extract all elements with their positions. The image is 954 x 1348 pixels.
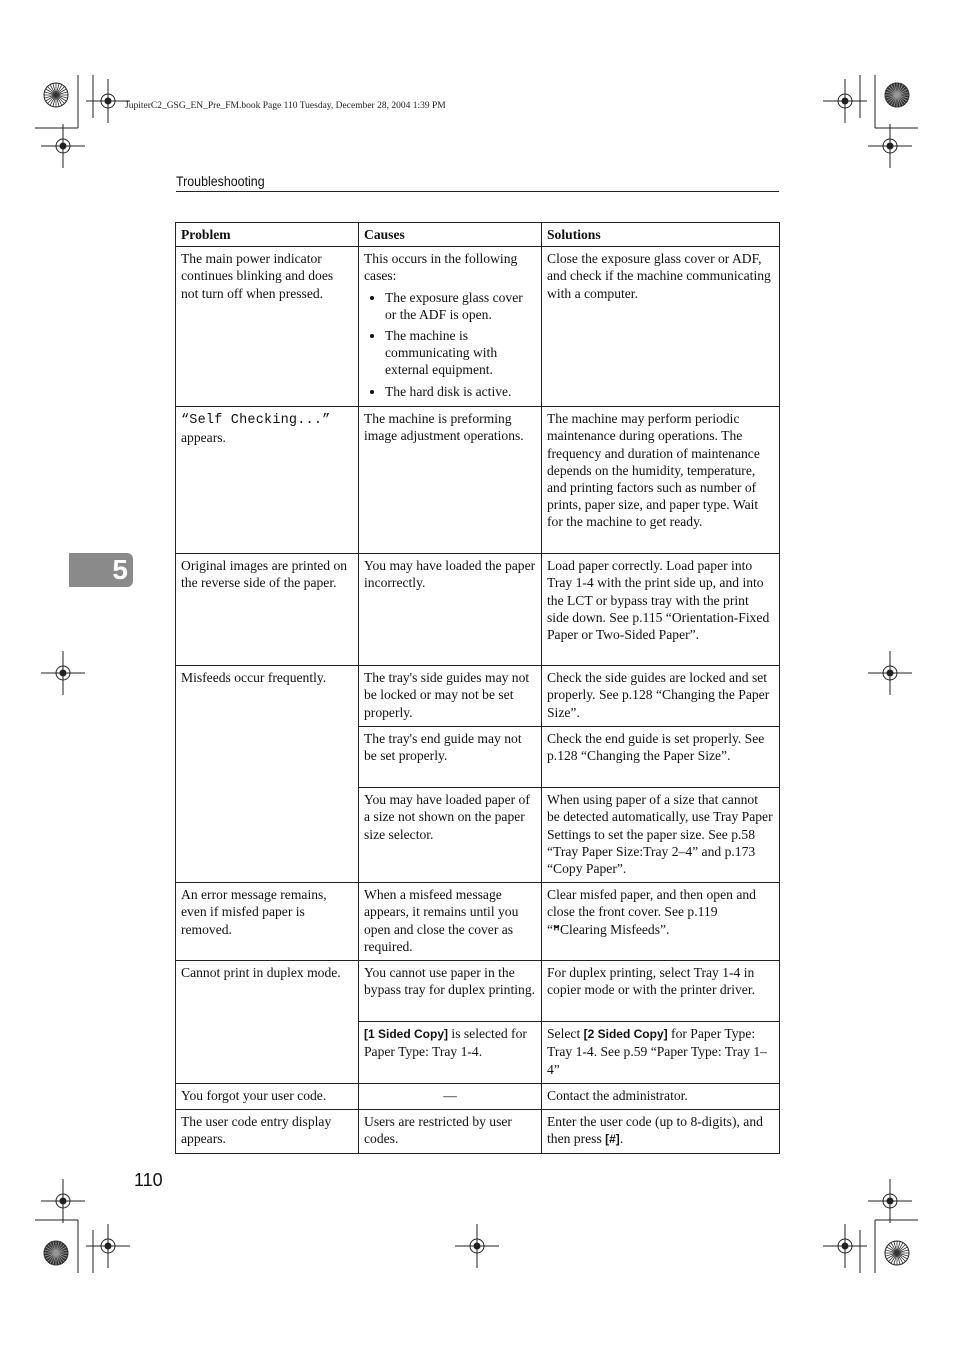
solution-text: Clear misfed paper, and then open and close the front cover. See p.119 “ xyxy=(547,887,756,937)
cause-cell: You may have loaded the paper incorrectly. xyxy=(359,554,542,666)
solution-cell xyxy=(542,1022,780,1084)
problem-cell: You forgot your user code. xyxy=(176,1083,359,1109)
header-problem: Problem xyxy=(176,223,359,247)
cause-list xyxy=(364,289,536,400)
solution-cell: Close the exposure glass cover or ADF, and check if the machine communicating with a computer. xyxy=(542,247,780,407)
table-row xyxy=(176,1083,780,1109)
problem-cell: Misfeeds occur frequently. xyxy=(176,666,359,883)
book-file-line: JupiterC2_GSG_EN_Pre_FM.book Page 110 Tuesday, December 28, 2004 1:39 PM xyxy=(125,101,446,111)
solution-cell: Check the side guides are locked and set properly. See p.128 “Changing the Paper Size”. xyxy=(542,666,780,727)
key-2-sided-copy: [2 Sided Copy] xyxy=(583,1027,668,1042)
problem-cell: Original images are printed on the reverse side of the paper. xyxy=(176,554,359,666)
troubleshooting-table xyxy=(175,222,780,1154)
problem-cell: The user code entry display appears. xyxy=(176,1110,359,1154)
misfeed-icon: ꟸ xyxy=(553,922,560,937)
page-number: 110 xyxy=(134,1170,163,1190)
header-causes: Causes xyxy=(359,223,542,247)
solution-text: for Paper Type: Tray 1-4. See p.59 “Paper Type: Tray 1–4” xyxy=(547,1026,767,1077)
cause-cell: You may have loaded paper of a size not shown on the paper size selector. xyxy=(359,788,542,883)
solution-text: . xyxy=(619,1131,624,1147)
solution-text: Select xyxy=(547,1026,584,1042)
solution-text: Enter the user code (up to 8-digits), and then press xyxy=(547,1114,763,1147)
status-message: “Self Checking...” xyxy=(181,413,331,429)
cause-cell xyxy=(359,247,542,407)
table-row xyxy=(176,554,780,666)
table-row xyxy=(176,883,780,961)
list-item: • The machine is communicating with external equipment. xyxy=(385,327,536,379)
solution-cell: Load paper correctly. Load paper into Tray 1-4 with the print side up, and into the LCT or bypass tray with the print side down. See p.115 “Orientation-Fixed Paper or Two-Sided Paper”. xyxy=(542,554,780,666)
solution-text: Clearing Misfeeds”. xyxy=(559,921,670,937)
key-hash: [#] xyxy=(605,1132,620,1147)
solution-cell: Check the end guide is set properly. See p.128 “Changing the Paper Size”. xyxy=(542,727,780,788)
header-solutions: Solutions xyxy=(542,223,780,247)
table-row xyxy=(176,666,780,727)
solution-cell: When using paper of a size that cannot be detected automatically, use Tray Paper Settings to set the paper size. See p.58 “Tray Paper Size:Tray 2–4” and p.173 “Copy Paper”. xyxy=(542,788,780,883)
problem-cell: An error message remains, even if misfed paper is removed. xyxy=(176,883,359,961)
list-item: • The hard disk is active. xyxy=(385,383,536,400)
cause-cell: The tray's end guide may not be set properly. xyxy=(359,727,542,788)
cause-cell: — xyxy=(359,1083,542,1109)
chapter-tab: 5 xyxy=(69,553,133,587)
cause-cell: When a misfeed message appears, it remains until you open and close the cover as required. xyxy=(359,883,542,961)
solution-cell: For duplex printing, select Tray 1-4 in copier mode or with the printer driver. xyxy=(542,961,780,1022)
table-row xyxy=(176,407,780,554)
cause-cell xyxy=(359,1022,542,1084)
cause-cell: You cannot use paper in the bypass tray for duplex printing. xyxy=(359,961,542,1022)
problem-cell: The main power indicator continues blinking and does not turn off when pressed. xyxy=(176,247,359,407)
cause-intro: This occurs in the following cases: xyxy=(364,251,518,284)
problem-cell xyxy=(176,407,359,554)
list-item: • The exposure glass cover or the ADF is open. xyxy=(385,289,536,323)
cause-cell: The machine is preforming image adjustment operations. xyxy=(359,407,542,554)
problem-text: appears. xyxy=(181,430,226,446)
table-row xyxy=(176,247,780,407)
key-1-sided-copy: [1 Sided Copy] xyxy=(364,1027,449,1042)
cause-cell: The tray's side guides may not be locked or may not be set properly. xyxy=(359,666,542,727)
running-head: Troubleshooting xyxy=(176,174,265,189)
problem-cell: Cannot print in duplex mode. xyxy=(176,961,359,1084)
table-row xyxy=(176,1110,780,1154)
solution-cell xyxy=(542,1110,780,1154)
table-row xyxy=(176,961,780,1022)
solution-cell xyxy=(542,883,780,961)
table-header-row xyxy=(176,223,780,247)
solution-cell: The machine may perform periodic maintenance during operations. The frequency and duration of maintenance depends on the humidity, temperature, and printing factors such as number of prints, paper size, and paper type. Wait for the machine to get ready. xyxy=(542,407,780,554)
cause-text: is selected for Paper Type: Tray 1-4. xyxy=(364,1026,527,1060)
header-rule xyxy=(176,191,779,192)
solution-cell: Contact the administrator. xyxy=(542,1083,780,1109)
cause-cell: Users are restricted by user codes. xyxy=(359,1110,542,1154)
